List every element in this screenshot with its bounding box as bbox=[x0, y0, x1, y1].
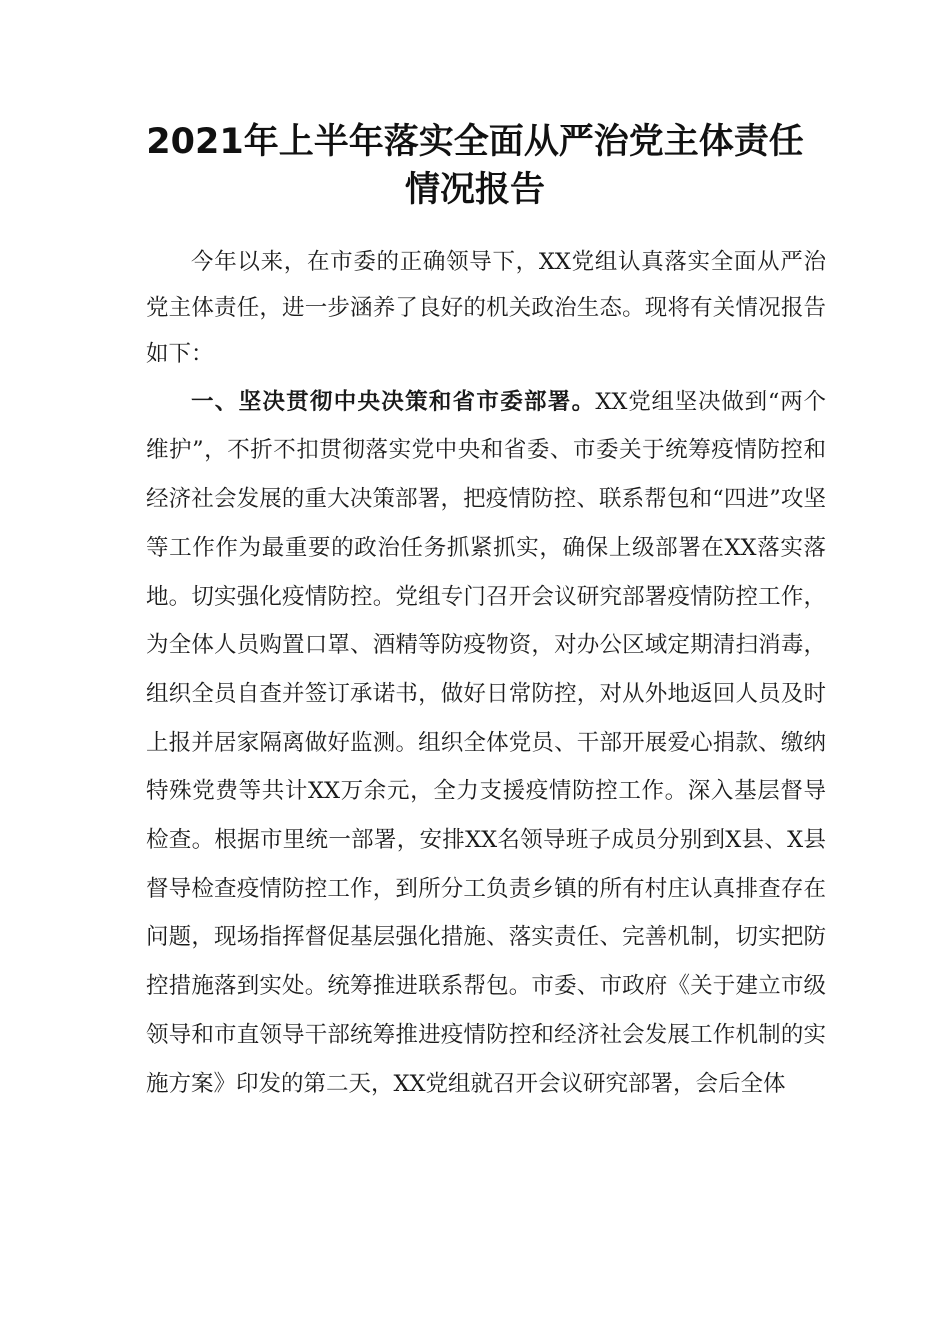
intro-paragraph: 今年以来，在市委的正确领导下，XX党组认真落实全面从严治党主体责任，进一步涵养了良好的机关政治生态。现将有关情况报告如下： bbox=[146, 249, 826, 367]
section-1-heading: 一、坚决贯彻中央决策和省市委部署。 bbox=[191, 388, 596, 415]
document-title-line-2: 情况报告 bbox=[404, 170, 545, 210]
document-body bbox=[146, 240, 826, 1108]
section-1-body: XX党组坚决做到“两个维护”，不折不扣贯彻落实党中央和省委、市委关于统筹疫情防控和经济社会发展的重大决策部署，把疫情防控、联系帮包和“四进”攻坚等工作作为最重要的政治任务抓紧抓实，确保上级部署在XX落实落地。切实强化疫情防控。党组专门召开会议研究部署疫情防控工作，为全体人员购置口罩、酒精等防疫物资，对办公区域定期清扫消毒，组织全员自查并签订承诺书，做好日常防控，对从外地返回人员及时上报并居家隔离做好监测。组织全体党员、干部开展爱心捐款、缴纳特殊党费等共计XX万余元，全力支援疫情防控工作。深入基层督导检查。根据市里统一部署，安排XX名领导班子成员分别到X县、X县督导检查疫情防控工作，到所分工负责乡镇的所有村庄认真排查存在问题，现场指挥督促基层强化措施、落实责任、完善机制，切实把防控措施落到实处。统筹推进联系帮包。市委、市政府《关于建立市级领导和市直领导干部统筹推进疫情防控和经济社会发展工作机制的实施方案》印发的第二天，XX党组就召开会议研究部署，会后全体 bbox=[146, 388, 826, 1097]
section-1-paragraph bbox=[146, 378, 826, 1109]
document-title-line-1: 2021年上半年落实全面从严治党主体责任 bbox=[146, 122, 804, 162]
